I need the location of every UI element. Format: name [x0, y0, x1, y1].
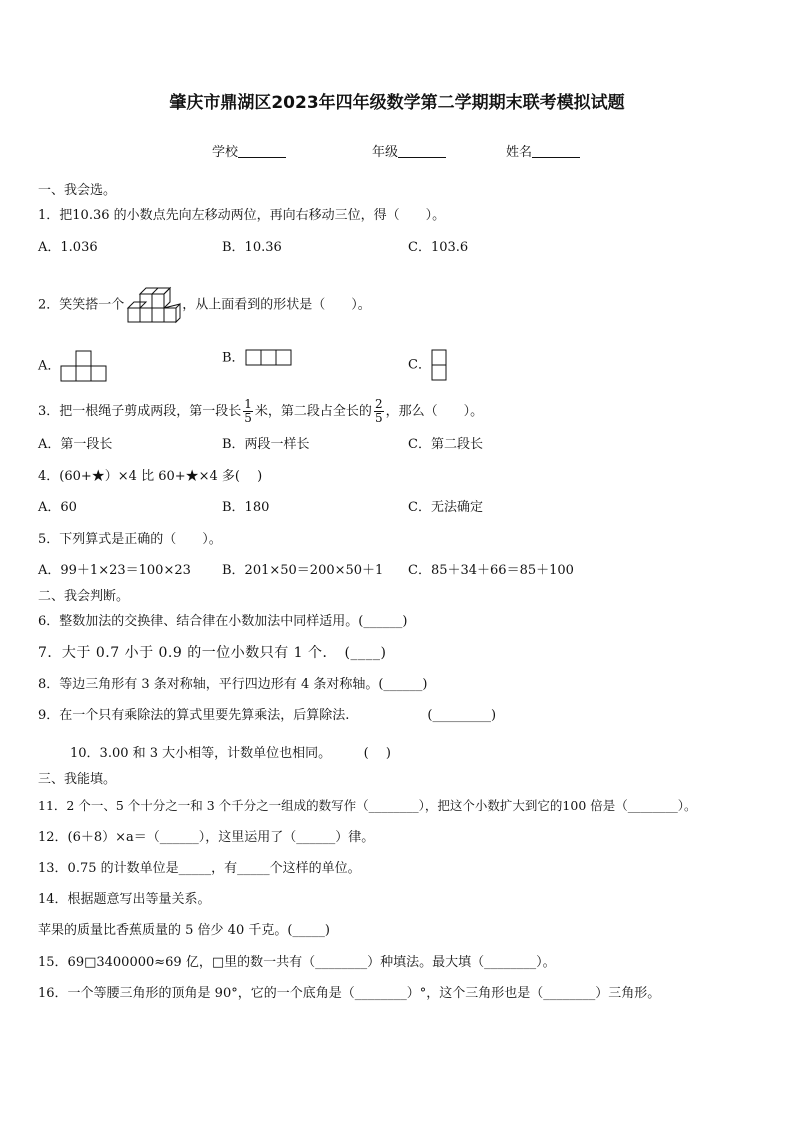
fraction-1-denominator: 5: [244, 411, 252, 425]
question-2: [38, 286, 371, 324]
question-16: 16．一个等腰三角形的顶角是 90°，它的一个底角是（________）°，这个三角形也是（________）三角形。: [38, 986, 661, 1001]
q2-option-c-figure: [431, 349, 447, 381]
q2-text-pre: 2．笑笑搭一个: [38, 297, 125, 313]
name-label: 姓名: [506, 145, 533, 160]
q3-text-mid: 米，第二段占全长的: [254, 404, 372, 419]
grade-field: [372, 141, 446, 160]
q4-option-b: B．180: [222, 500, 270, 515]
question-5: 5．下列算式是正确的（ ）。: [38, 532, 222, 547]
question-14: 14．根据题意写出等量关系。: [38, 892, 211, 907]
q4-option-a: A．60: [38, 500, 77, 515]
q5-option-c: C．85＋34＋66＝85＋100: [408, 563, 574, 578]
question-12: 12．(6＋8）×a＝（______），这里运用了（______）律。: [38, 830, 375, 845]
fraction-2-numerator: 2: [374, 397, 383, 411]
section-heading-2: 二、我会判断。: [38, 589, 130, 604]
fraction-2-denominator: 5: [374, 411, 383, 425]
question-3: [38, 398, 483, 425]
grade-label: 年级: [372, 145, 399, 160]
q2-option-c-label: C．: [408, 357, 431, 373]
fraction-one-fifth: [243, 398, 253, 425]
q1-option-c: C．103.6: [408, 240, 469, 255]
section-heading-1: 一、我会选。: [38, 183, 117, 198]
name-field: [506, 141, 580, 160]
section-heading-3: 三、我能填。: [38, 772, 117, 787]
fraction-two-fifths: [374, 398, 384, 425]
question-4: 4．(60+★）×4 比 60+★×4 多( ): [38, 469, 263, 484]
page-title: 肇庆市鼎湖区2023年四年级数学第二学期期末联考模拟试题: [169, 93, 625, 113]
question-1: 1．把10.36 的小数点先向左移动两位，再向右移动三位，得（ ）。: [38, 208, 446, 223]
q1-option-b: B．10.36: [222, 240, 282, 255]
q2-option-b: [222, 349, 293, 367]
q2-option-c: [408, 349, 447, 381]
question-11: 11．2 个一、5 个十分之一和 3 个千分之一组成的数写作（________），把这个小数扩大到它的100 倍是（________）。: [38, 798, 697, 813]
name-blank[interactable]: [532, 144, 580, 158]
q4-option-c: C．无法确定: [408, 500, 483, 515]
q3-text-pre: 3．把一根绳子剪成两段，第一段长: [38, 404, 242, 419]
q3-option-a: A．第一段长: [38, 437, 113, 452]
school-field: [212, 141, 286, 160]
q2-option-a-label: A．: [38, 358, 61, 374]
grade-blank[interactable]: [398, 144, 446, 158]
question-8: 8．等边三角形有 3 条对称轴，平行四边形有 4 条对称轴。(______): [38, 677, 428, 692]
block-figure: [126, 286, 180, 324]
q2-option-a-figure: [60, 349, 108, 383]
question-13: 13．0.75 的计数单位是_____，有_____个这样的单位。: [38, 861, 361, 876]
q5-option-b: B．201×50＝200×50＋1: [222, 563, 384, 578]
question-7: 7．大于 0.7 小于 0.9 的一位小数只有 1 个． (____): [38, 645, 387, 661]
q2-option-b-label: B．: [222, 350, 245, 366]
q2-option-b-figure: [245, 349, 293, 367]
question-14-statement: 苹果的质量比香蕉质量的 5 倍少 40 千克。(_____): [38, 923, 330, 938]
school-label: 学校: [212, 145, 239, 160]
fraction-1-numerator: 1: [244, 397, 252, 411]
q1-option-a: A．1.036: [38, 240, 98, 255]
question-6: 6．整数加法的交换律、结合律在小数加法中同样适用。(______): [38, 614, 408, 629]
q3-option-b: B．两段一样长: [222, 437, 310, 452]
question-10: 10．3.00 和 3 大小相等，计数单位也相同。 ( ): [70, 746, 391, 761]
q5-option-a: A．99＋1×23＝100×23: [38, 563, 191, 578]
q2-option-a: [38, 349, 108, 383]
q3-option-c: C．第二段长: [408, 437, 483, 452]
school-blank[interactable]: [238, 144, 286, 158]
question-15: 15．69□3400000≈69 亿，□里的数一共有（________）种填法。最大填（________）。: [38, 955, 556, 970]
question-9: 9．在一个只有乘除法的算式里要先算乘法，后算除法. (_________): [38, 708, 497, 723]
q3-text-post: ，那么（ ）。: [385, 404, 484, 419]
q2-text-post: ，从上面看到的形状是（ ）。: [182, 297, 371, 313]
